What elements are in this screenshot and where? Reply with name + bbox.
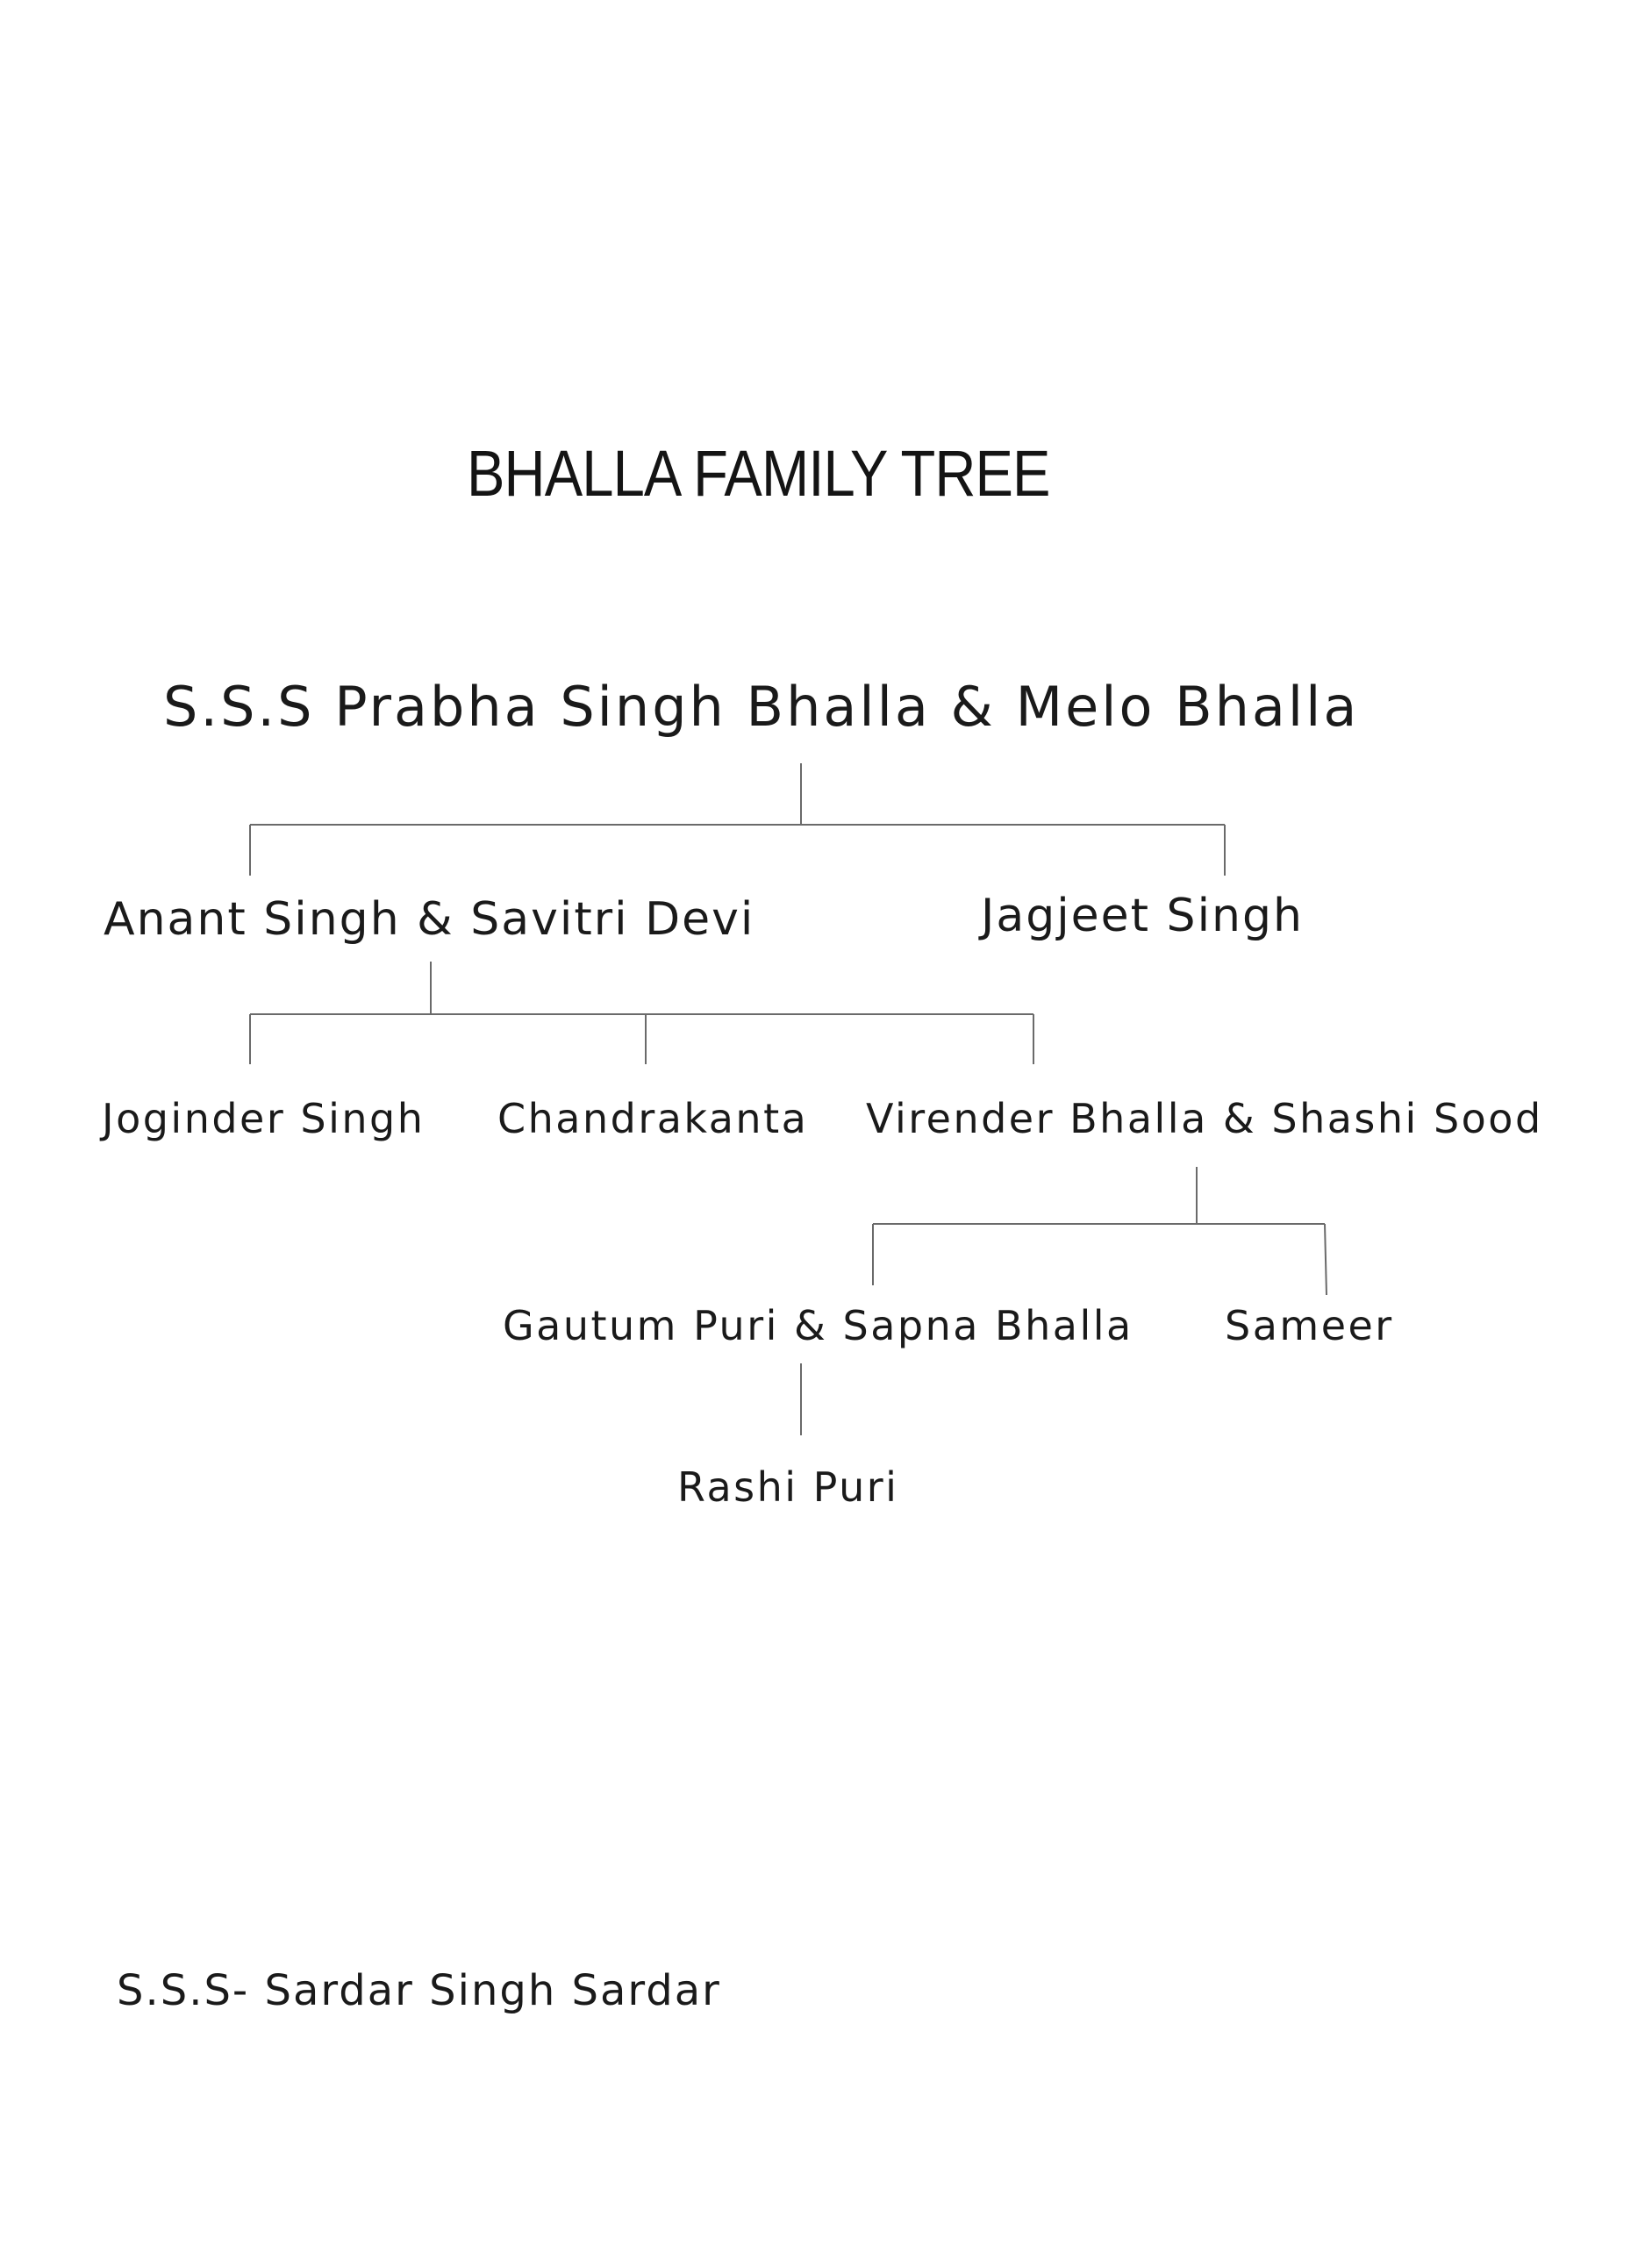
abbreviation-legend: S.S.S- Sardar Singh Sardar bbox=[117, 1966, 721, 2015]
node-virender-shashi: Virender Bhalla & Shashi Sood bbox=[866, 1095, 1543, 1142]
connector-sameer-drop bbox=[1325, 1224, 1327, 1295]
tree-title: BHALLA FAMILY TREE bbox=[467, 437, 1050, 510]
node-anant-savitri: Anant Singh & Savitri Devi bbox=[104, 893, 755, 946]
node-chandrakanta: Chandrakanta bbox=[497, 1095, 809, 1142]
node-gautum-sapna: Gautum Puri & Sapna Bhalla bbox=[503, 1302, 1134, 1349]
node-sameer: Sameer bbox=[1225, 1302, 1394, 1349]
node-joginder: Joginder Singh bbox=[102, 1095, 426, 1142]
node-root-couple: S.S.S Prabha Singh Bhalla & Melo Bhalla bbox=[163, 675, 1360, 739]
node-jagjeet: Jagjeet Singh bbox=[981, 890, 1304, 942]
node-rashi: Rashi Puri bbox=[677, 1463, 899, 1511]
